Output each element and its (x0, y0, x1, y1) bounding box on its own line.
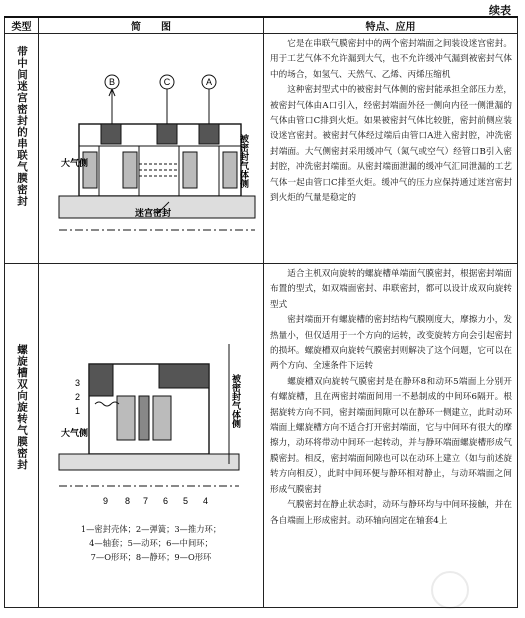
features-cell (264, 34, 518, 264)
header-features: 特点、应用 (264, 17, 518, 34)
type-cell (5, 34, 39, 264)
type-label: 螺旋槽双向旋转气膜密封 (16, 344, 28, 471)
header-diagram: 简 图 (39, 17, 264, 34)
parts-legend (39, 522, 263, 564)
features-paragraph: 螺旋槽双向旋转气膜密封是在静环8和动环5端面上分别开有螺旋槽，且在两密封端面间用一不悬制成的中间环6隔开。根据旋转方向不同，密封端面间隙可以在静环一侧建立，此时动环端面上螺旋槽方向不适合打开密封端面，它与中间环有很大的摩擦力，动环将带动中间环一起转动，并与静环端面螺旋槽形成气膜密封。相反，密封端面间隙也可以在动环上建立（如与前述旋转方向相反），此时中间环便与静环相对静止，与动环端面之间形成气膜密封 (270, 376, 512, 495)
label-1: 1 (75, 406, 81, 416)
features-paragraph: 密封端面开有螺旋槽的密封结构气膜刚度大，摩擦力小，发热量小，但仅适用于一个方向的运转，改变旋转方向会引起密封的损坏。螺旋槽双向旋转气膜密封则解决了这个问题，它可以在两个方向、全速条件下运转 (270, 315, 512, 372)
table-row (5, 264, 518, 608)
port-a-label: A (205, 77, 213, 87)
label-3: 3 (75, 378, 81, 388)
label-4: 4 (203, 496, 209, 506)
label-5: 5 (183, 496, 189, 506)
seal-drawing (59, 344, 239, 486)
legend-line: 4—轴套；5—动环；6—中间环； (89, 538, 213, 548)
bidirectional-seal-diagram (39, 264, 263, 522)
features-cell (264, 264, 518, 608)
label-8: 8 (125, 496, 131, 506)
continued-label: 续表 (489, 4, 511, 17)
watermark-stamp (415, 570, 485, 610)
legend-line: 7—O形环；8—静环；9—O形环 (90, 552, 212, 562)
label-2: 2 (75, 392, 81, 402)
port-c-label: C (163, 77, 171, 87)
diagram-cell (39, 264, 264, 608)
sealed-gas-side-label: 被密封气体侧 (238, 134, 248, 188)
labyrinth-label: 迷宫密封 (135, 209, 172, 219)
features-paragraph: 适合主机双向旋转的螺旋槽单端面气膜密封，根据密封端面布置的型式，如双端面密封、串联密封，都可以设计成双向旋转型式 (270, 269, 512, 310)
label-6: 6 (163, 496, 169, 506)
header-type: 类型 (5, 17, 39, 34)
legend-line: 1—密封壳体；2—弹簧；3—推力环； (80, 524, 222, 534)
features-paragraph: 气膜密封在静止状态时，动环与静环均与中间环接触，并在各自端面上形成密封。动环轴向固定在轴套4上 (270, 500, 512, 526)
type-label: 带中间迷宫密封的串联气膜密封 (16, 46, 28, 207)
features-paragraph: 它是在串联气膜密封中的两个密封端面之间装设迷宫密封。用于工艺气体不允许漏到大气，也不允许缓冲气漏到被密封气体中的场合，如氢气、天然气、乙烯、丙烯压缩机 (270, 39, 512, 80)
table-header-row (5, 17, 518, 34)
diagram-cell (39, 34, 264, 264)
label-9: 9 (103, 496, 109, 506)
tandem-seal-diagram (39, 34, 263, 262)
type-cell (5, 264, 39, 608)
table-row (5, 34, 518, 264)
atm-side-label: 大气侧 (61, 159, 89, 169)
features-paragraph: 这种密封型式中的被密封气体侧的密封能承担全部压力差，被密封气体由A口引入，经密封端面外径一侧向内径一侧泄漏的气体由管口C排到火炬。如果被密封气体比较脏，密封前侧应装设迷宫密封。被密封气体经过端后由管口A进入密封腔，冲洗密封端面。大气侧密封采用缓冲气（氮气或空气）经管口B引入密封腔，冲洗密封端面。从密封端面泄漏的缓冲气汇同泄漏的工艺气体一起由管口C排至火炬。缓冲气的压力应保持通过迷宫密封到火炬的气量是稳定的 (270, 85, 512, 204)
port-b-label: B (108, 77, 116, 87)
seal-spec-table (4, 16, 518, 608)
sealed-gas-side-label: 被密封气体侧 (230, 374, 240, 428)
atm-side-label: 大气侧 (61, 429, 89, 439)
label-7: 7 (143, 496, 149, 506)
